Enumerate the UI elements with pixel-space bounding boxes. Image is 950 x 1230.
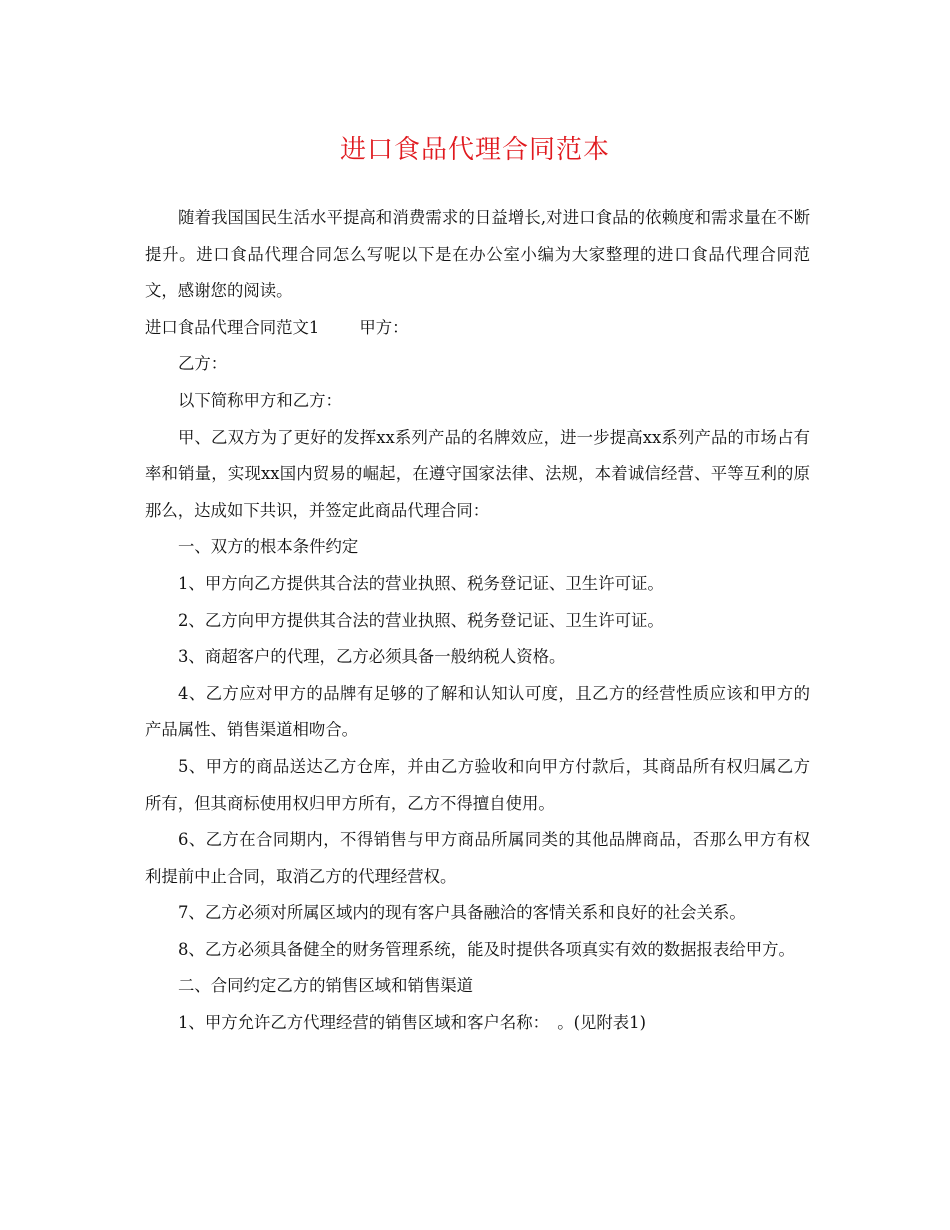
section-1-item: 2、乙方向甲方提供其合法的营业执照、税务登记证、卫生许可证。 xyxy=(178,610,664,630)
section-1-item: 3、商超客户的代理，乙方必须具备一般纳税人资格。 xyxy=(178,647,566,667)
section-1-item: 5、甲方的商品送达乙方仓库，并由乙方验收和向甲方付款后，其商品所有权归属乙方所有，但其商标使用权归甲方所有，乙方不得擅自使用。 xyxy=(145,756,810,813)
party-b-label: 乙方： xyxy=(178,354,228,374)
party-a-label: 甲方： xyxy=(359,317,409,337)
sample-heading-line xyxy=(145,310,810,347)
section-1-item: 7、乙方必须对所属区域内的现有客户具备融洽的客情关系和良好的社会关系。 xyxy=(178,903,746,923)
section-2-title: 二、合同约定乙方的销售区域和销售渠道 xyxy=(178,976,474,996)
section-1-item: 4、乙方应对甲方的品牌有足够的了解和认知认可度，且乙方的经营性质应该和甲方的产品属性、销售渠道相吻合。 xyxy=(145,683,810,740)
abbrev-line: 以下简称甲方和乙方： xyxy=(178,390,342,410)
section-2-item: 1、甲方允许乙方代理经营的销售区域和客户名称： 。(见附表1) xyxy=(178,1013,646,1033)
section-1-item: 6、乙方在合同期内，不得销售与甲方商品所属同类的其他品牌商品，否那么甲方有权利提前中止合同，取消乙方的代理经营权。 xyxy=(145,830,810,886)
section-1-item: 1、甲方向乙方提供其合法的营业执照、税务登记证、卫生许可证。 xyxy=(178,573,664,593)
preamble-paragraph: 甲、乙双方为了更好的发挥xx系列产品的名牌效应，进一步提高xx系列产品的市场占有率和销量，实现xx国内贸易的崛起，在遵守国家法律、法规，本着诚信经营、平等互利的原那么，达成如下共识，并签定此商品代理合同： xyxy=(145,427,810,520)
intro-paragraph: 随着我国国民生活水平提高和消费需求的日益增长,对进口食品的依赖度和需求量在不断提升。进口食品代理合同怎么写呢以下是在办公室小编为大家整理的进口食品代理合同范文，感谢您的阅读。 xyxy=(145,208,810,301)
document-title: 进口食品代理合同范本 xyxy=(339,135,610,165)
section-1-item: 8、乙方必须具备健全的财务管理系统，能及时提供各项真实有效的数据报表给甲方。 xyxy=(178,939,795,959)
sample-heading: 进口食品代理合同范文1 xyxy=(145,317,320,337)
document-body xyxy=(145,200,810,1042)
section-1-title: 一、双方的根本条件约定 xyxy=(178,537,359,557)
